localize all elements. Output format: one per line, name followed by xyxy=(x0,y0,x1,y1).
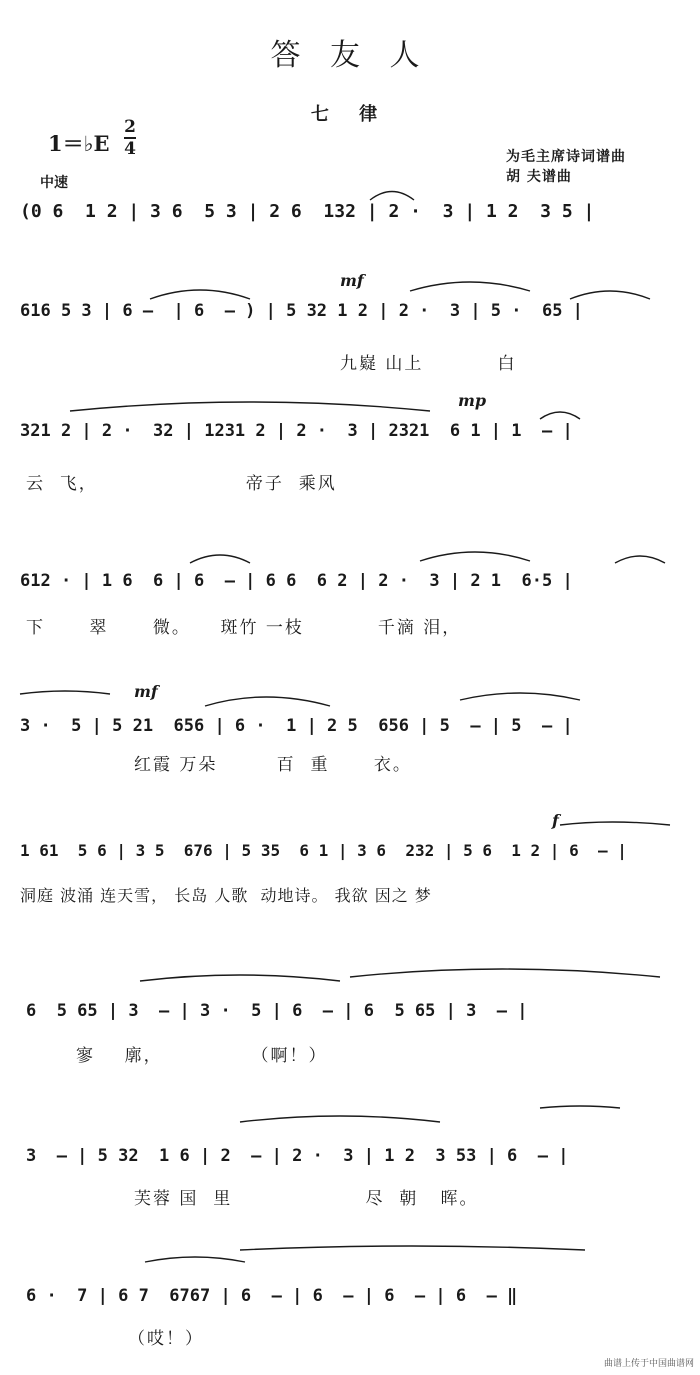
score-row-6 xyxy=(0,811,700,915)
watermark: 曲谱上传于中国曲谱网 xyxy=(603,1359,694,1369)
key-signature: 1＝♭E xyxy=(48,131,110,156)
row-8-slurs xyxy=(0,1140,700,1220)
row-5-lyrics: 红霞 万朵 百 重 衣。 xyxy=(134,755,412,775)
row-3-dynamic: mp xyxy=(458,391,487,410)
row-2-notes: 616 5 3 | 6 – | 6 – ) | 5 32 1 2 | 2 · 3 | 5 · 65 | xyxy=(20,301,583,321)
meter-top: 2 xyxy=(124,117,136,137)
credit-line-1: 为毛主席诗词谱曲 xyxy=(506,149,626,165)
row-8-lyrics: 芙蓉 国 里 尽 朝 晖。 xyxy=(134,1189,479,1209)
meter-bottom: 4 xyxy=(124,139,136,159)
row-4-lyrics: 下 翠 微。 斑竹 一枝 千滴 泪， xyxy=(26,618,462,638)
time-signature xyxy=(124,118,136,158)
row-7-slurs xyxy=(0,995,700,1075)
score-row-4 xyxy=(0,565,700,645)
song-title: 答 友 人 xyxy=(270,38,430,73)
row-1-notes: (0 6 1 2 | 3 6 5 3 | 2 6 132 | 2 · 3 | 1 2 3 5 | xyxy=(20,201,595,222)
row-2-slurs xyxy=(0,295,700,375)
score-row-2 xyxy=(0,271,700,375)
row-6-slurs xyxy=(0,835,700,915)
row-3-notes: 321 2 | 2 · 32 | 1231 2 | 2 · 3 | 2321 6 1 | 1 – | xyxy=(20,421,573,441)
row-4-slurs xyxy=(0,565,700,645)
score-row-8 xyxy=(0,1140,700,1220)
row-6-notes: 1 61 5 6 | 3 5 676 | 5 35 6 1 | 3 6 232 | 5 6 1 2 | 6 – | xyxy=(20,841,627,860)
row-9-slurs xyxy=(0,1280,700,1360)
row-5-notes: 3 · 5 | 5 21 656 | 6 · 1 | 2 5 656 | 5 – | 5 – | xyxy=(20,716,573,736)
score-row-3 xyxy=(0,391,700,495)
row-4-notes: 612 · | 1 6 6 | 6 – | 6 6 6 2 | 2 · 3 | 2 1 6·5 | xyxy=(20,571,573,591)
score-row-5 xyxy=(0,682,700,790)
row-7-lyrics: 寥 廓， （啊！） xyxy=(76,1046,328,1066)
row-2-dynamic: mf xyxy=(340,271,364,290)
row-5-dynamic: mf xyxy=(134,682,158,701)
tempo-mark: 中速 xyxy=(40,175,68,191)
row-3-slurs xyxy=(0,415,700,495)
row-6-lyrics: 洞庭 波涌 连天雪， 长岛 人歌 动地诗。 我欲 因之 梦 xyxy=(20,886,432,905)
row-9-lyrics: （哎！） xyxy=(128,1329,204,1349)
row-2-lyrics: 九嶷 山上 白 xyxy=(340,354,517,374)
credit-line-2: 胡 夫谱曲 xyxy=(506,169,572,185)
score-row-9 xyxy=(0,1280,700,1360)
score-row-7 xyxy=(0,995,700,1075)
row-9-notes: 6 · 7 | 6 7 6767 | 6 – | 6 – | 6 – | 6 – ‖ xyxy=(26,1286,518,1306)
row-7-notes: 6 5 65 | 3 – | 3 · 5 | 6 – | 6 5 65 | 3 – | xyxy=(26,1001,528,1021)
score-row-1 xyxy=(0,195,700,255)
row-3-lyrics: 云 飞， 帝子 乘风 xyxy=(26,474,337,494)
row-5-slurs xyxy=(0,710,700,790)
row-1-slurs xyxy=(0,195,700,255)
song-subtitle: 七 律 xyxy=(310,104,390,125)
row-8-notes: 3 – | 5 32 1 6 | 2 – | 2 · 3 | 1 2 3 53 | 6 – | xyxy=(26,1146,569,1166)
row-6-dynamic: f xyxy=(552,811,559,830)
